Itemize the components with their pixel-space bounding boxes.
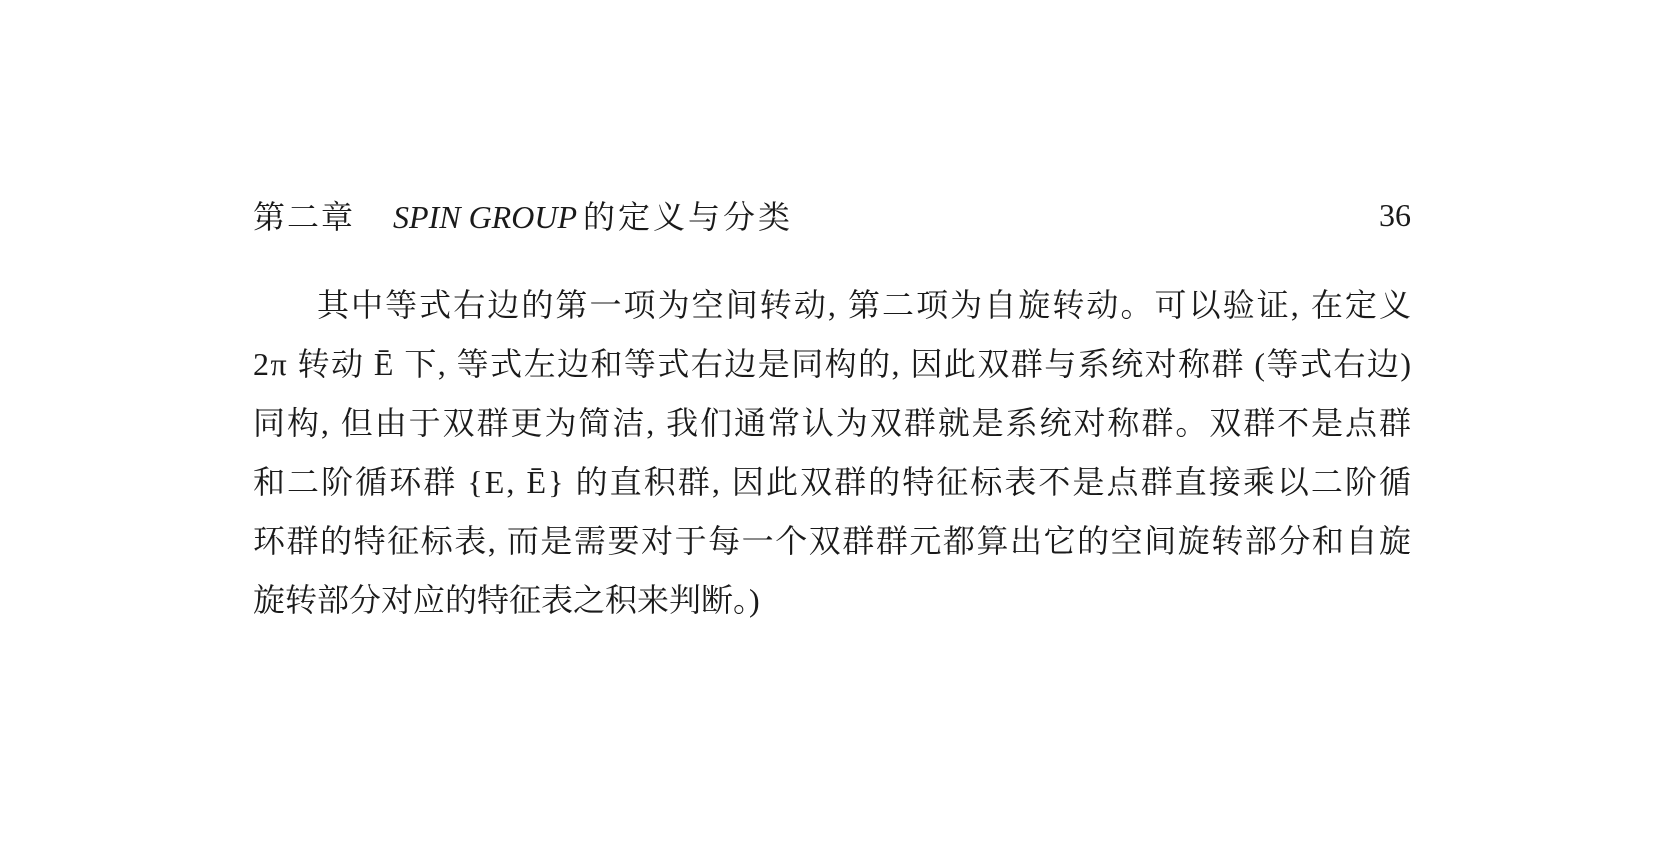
chapter-title-chinese: 的定义与分类 xyxy=(582,199,793,235)
paragraph-line: 2π 转动 Ē 下, 等式左边和等式右边是同构的, 因此双群与系统对称群 (等式右边) xyxy=(253,346,1413,382)
chapter-heading xyxy=(253,192,793,238)
paragraph-line: 其中等式右边的第一项为空间转动, 第二项为自旋转动。可以验证, 在定义 xyxy=(317,287,1414,323)
chapter-number: 第二章 xyxy=(253,199,356,235)
paragraph-line: 旋转部分对应的特征表之积来判断。) xyxy=(253,582,760,618)
paragraph-line: 同构, 但由于双群更为简洁, 我们通常认为双群就是系统对称群。双群不是点群 xyxy=(253,405,1413,441)
body-paragraph xyxy=(253,276,1414,630)
paragraph-line: 和二阶循环群 {E, Ē} 的直积群, 因此双群的特征标表不是点群直接乘以二阶循 xyxy=(253,464,1414,500)
page-number: 36 xyxy=(1379,196,1411,233)
chapter-title-english: SPIN GROUP xyxy=(393,199,577,235)
running-header xyxy=(253,194,1411,236)
paragraph-line: 环群的特征标表, 而是需要对于每一个双群群元都算出它的空间旋转部分和自旋 xyxy=(253,523,1413,559)
